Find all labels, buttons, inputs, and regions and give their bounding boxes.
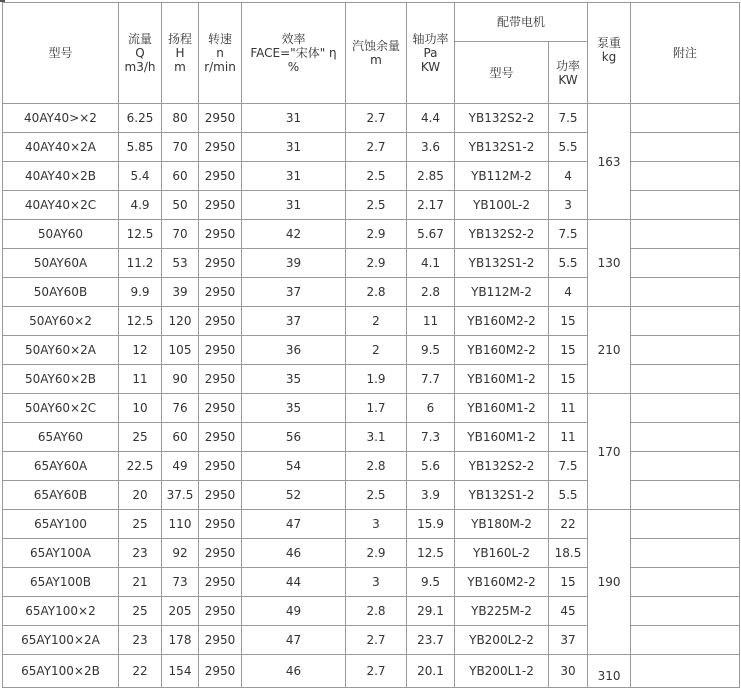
cell-npsh: 2.7 bbox=[346, 655, 407, 688]
cell-speed: 2950 bbox=[199, 249, 242, 278]
cell-shaft-power: 7.7 bbox=[407, 365, 455, 394]
pump-spec-table bbox=[2, 2, 740, 688]
cell-npsh: 2.5 bbox=[346, 191, 407, 220]
cell-note bbox=[631, 133, 740, 162]
cell-model: 65AY100A bbox=[3, 539, 119, 568]
cell-shaft-power: 4.1 bbox=[407, 249, 455, 278]
cell-flow: 25 bbox=[119, 510, 162, 539]
cell-head: 76 bbox=[162, 394, 199, 423]
cell-head: 205 bbox=[162, 597, 199, 626]
header-shaft-power: 轴功率 Pa KW bbox=[407, 3, 455, 104]
cell-note bbox=[631, 626, 740, 655]
cell-model: 40AY40×2A bbox=[3, 133, 119, 162]
cell-head: 60 bbox=[162, 423, 199, 452]
cell-motor-model: YB160L-2 bbox=[455, 539, 549, 568]
cell-weight: 130 bbox=[588, 220, 631, 307]
cell-motor-model: YB132S1-2 bbox=[455, 133, 549, 162]
header-flow: 流量 Q m3/h bbox=[119, 3, 162, 104]
cell-motor-power: 22 bbox=[549, 510, 588, 539]
cell-speed: 2950 bbox=[199, 162, 242, 191]
header-efficiency: 效率 FACE="宋体" η % bbox=[242, 3, 346, 104]
header-motor-group: 配带电机 bbox=[455, 3, 588, 42]
cell-speed: 2950 bbox=[199, 655, 242, 688]
cell-speed: 2950 bbox=[199, 539, 242, 568]
cell-flow: 11 bbox=[119, 365, 162, 394]
header-weight: 泵重 kg bbox=[588, 3, 631, 104]
cell-motor-power: 30 bbox=[549, 655, 588, 688]
cell-model: 65AY60 bbox=[3, 423, 119, 452]
cell-motor-power: 7.5 bbox=[549, 220, 588, 249]
cell-shaft-power: 5.67 bbox=[407, 220, 455, 249]
cell-note bbox=[631, 307, 740, 336]
table-row bbox=[3, 104, 740, 133]
cell-flow: 4.9 bbox=[119, 191, 162, 220]
cell-shaft-power: 9.5 bbox=[407, 568, 455, 597]
cell-note bbox=[631, 423, 740, 452]
cell-npsh: 2.8 bbox=[346, 597, 407, 626]
cell-flow: 25 bbox=[119, 423, 162, 452]
cell-motor-power: 37 bbox=[549, 626, 588, 655]
cell-shaft-power: 4.4 bbox=[407, 104, 455, 133]
cell-motor-model: YB200L1-2 bbox=[455, 655, 549, 688]
header-row-1 bbox=[3, 3, 740, 42]
cell-motor-power: 45 bbox=[549, 597, 588, 626]
cell-head: 90 bbox=[162, 365, 199, 394]
cell-speed: 2950 bbox=[199, 510, 242, 539]
cell-motor-power: 7.5 bbox=[549, 452, 588, 481]
cell-motor-power: 4 bbox=[549, 278, 588, 307]
header-note: 附注 bbox=[631, 3, 740, 104]
cell-model: 65AY100×2A bbox=[3, 626, 119, 655]
cell-head: 70 bbox=[162, 220, 199, 249]
cell-motor-model: YB160M2-2 bbox=[455, 336, 549, 365]
cell-head: 178 bbox=[162, 626, 199, 655]
cell-speed: 2950 bbox=[199, 626, 242, 655]
cell-shaft-power: 5.6 bbox=[407, 452, 455, 481]
cell-npsh: 1.7 bbox=[346, 394, 407, 423]
cell-motor-model: YB132S1-2 bbox=[455, 481, 549, 510]
cell-motor-model: YB160M1-2 bbox=[455, 394, 549, 423]
cell-shaft-power: 6 bbox=[407, 394, 455, 423]
cell-head: 50 bbox=[162, 191, 199, 220]
cell-model: 50AY60×2A bbox=[3, 336, 119, 365]
cell-flow: 5.4 bbox=[119, 162, 162, 191]
cell-npsh: 2.9 bbox=[346, 220, 407, 249]
cell-note bbox=[631, 162, 740, 191]
cell-motor-power: 5.5 bbox=[549, 481, 588, 510]
table-row bbox=[3, 655, 740, 688]
cell-shaft-power: 15.9 bbox=[407, 510, 455, 539]
cell-motor-model: YB160M2-2 bbox=[455, 568, 549, 597]
cell-motor-model: YB132S2-2 bbox=[455, 104, 549, 133]
table-row bbox=[3, 307, 740, 336]
cell-flow: 5.85 bbox=[119, 133, 162, 162]
cell-motor-model: YB180M-2 bbox=[455, 510, 549, 539]
cell-note bbox=[631, 365, 740, 394]
cell-model: 65AY100B bbox=[3, 568, 119, 597]
cell-flow: 20 bbox=[119, 481, 162, 510]
cell-npsh: 2.5 bbox=[346, 481, 407, 510]
cell-flow: 23 bbox=[119, 539, 162, 568]
cell-motor-power: 15 bbox=[549, 365, 588, 394]
cell-speed: 2950 bbox=[199, 423, 242, 452]
cell-motor-power: 3 bbox=[549, 191, 588, 220]
cell-motor-model: YB112M-2 bbox=[455, 278, 549, 307]
cell-shaft-power: 3.6 bbox=[407, 133, 455, 162]
cell-note bbox=[631, 481, 740, 510]
cell-flow: 25 bbox=[119, 597, 162, 626]
cell-motor-model: YB200L2-2 bbox=[455, 626, 549, 655]
cell-efficiency: 36 bbox=[242, 336, 346, 365]
cell-efficiency: 31 bbox=[242, 104, 346, 133]
cell-efficiency: 56 bbox=[242, 423, 346, 452]
cell-flow: 12.5 bbox=[119, 307, 162, 336]
cell-head: 92 bbox=[162, 539, 199, 568]
cell-motor-power: 15 bbox=[549, 307, 588, 336]
cell-shaft-power: 9.5 bbox=[407, 336, 455, 365]
cell-model: 50AY60A bbox=[3, 249, 119, 278]
cell-speed: 2950 bbox=[199, 568, 242, 597]
cell-note bbox=[631, 336, 740, 365]
cell-speed: 2950 bbox=[199, 191, 242, 220]
cell-model: 65AY100 bbox=[3, 510, 119, 539]
cell-model: 50AY60 bbox=[3, 220, 119, 249]
cell-model: 50AY60B bbox=[3, 278, 119, 307]
cell-note bbox=[631, 104, 740, 133]
cell-note bbox=[631, 220, 740, 249]
cell-motor-power: 5.5 bbox=[549, 133, 588, 162]
cell-head: 80 bbox=[162, 104, 199, 133]
cell-shaft-power: 7.3 bbox=[407, 423, 455, 452]
cell-motor-power: 18.5 bbox=[549, 539, 588, 568]
cell-shaft-power: 29.1 bbox=[407, 597, 455, 626]
cell-shaft-power: 23.7 bbox=[407, 626, 455, 655]
cell-shaft-power: 2.85 bbox=[407, 162, 455, 191]
cell-flow: 22.5 bbox=[119, 452, 162, 481]
cell-note bbox=[631, 394, 740, 423]
cell-head: 37.5 bbox=[162, 481, 199, 510]
cell-efficiency: 46 bbox=[242, 539, 346, 568]
cell-efficiency: 49 bbox=[242, 597, 346, 626]
cell-head: 60 bbox=[162, 162, 199, 191]
cell-efficiency: 44 bbox=[242, 568, 346, 597]
cell-speed: 2950 bbox=[199, 365, 242, 394]
cell-npsh: 2.8 bbox=[346, 452, 407, 481]
cell-motor-model: YB100L-2 bbox=[455, 191, 549, 220]
cell-head: 120 bbox=[162, 307, 199, 336]
table-row bbox=[3, 510, 740, 539]
cell-shaft-power: 2.8 bbox=[407, 278, 455, 307]
cell-flow: 21 bbox=[119, 568, 162, 597]
cell-npsh: 2.9 bbox=[346, 539, 407, 568]
cell-efficiency: 54 bbox=[242, 452, 346, 481]
cell-npsh: 2.7 bbox=[346, 104, 407, 133]
cell-npsh: 3.1 bbox=[346, 423, 407, 452]
cell-npsh: 2.9 bbox=[346, 249, 407, 278]
cell-head: 105 bbox=[162, 336, 199, 365]
cell-weight: 190 bbox=[588, 510, 631, 655]
cell-note bbox=[631, 452, 740, 481]
cell-note bbox=[631, 278, 740, 307]
cell-speed: 2950 bbox=[199, 481, 242, 510]
cell-efficiency: 37 bbox=[242, 278, 346, 307]
cell-motor-model: YB160M1-2 bbox=[455, 365, 549, 394]
cell-efficiency: 35 bbox=[242, 394, 346, 423]
cell-efficiency: 37 bbox=[242, 307, 346, 336]
cell-motor-model: YB132S2-2 bbox=[455, 452, 549, 481]
cell-flow: 22 bbox=[119, 655, 162, 688]
cell-motor-power: 7.5 bbox=[549, 104, 588, 133]
cell-shaft-power: 3.9 bbox=[407, 481, 455, 510]
cell-note bbox=[631, 655, 740, 688]
cell-efficiency: 39 bbox=[242, 249, 346, 278]
cell-npsh: 1.9 bbox=[346, 365, 407, 394]
cell-weight: 170 bbox=[588, 394, 631, 510]
cell-head: 73 bbox=[162, 568, 199, 597]
cell-model: 50AY60×2 bbox=[3, 307, 119, 336]
cell-shaft-power: 2.17 bbox=[407, 191, 455, 220]
cell-motor-model: YB132S1-2 bbox=[455, 249, 549, 278]
cell-flow: 11.2 bbox=[119, 249, 162, 278]
cell-motor-model: YB225M-2 bbox=[455, 597, 549, 626]
cell-model: 65AY60B bbox=[3, 481, 119, 510]
cell-motor-power: 11 bbox=[549, 423, 588, 452]
cell-npsh: 3 bbox=[346, 510, 407, 539]
cell-flow: 9.9 bbox=[119, 278, 162, 307]
cell-shaft-power: 12.5 bbox=[407, 539, 455, 568]
cell-npsh: 2.7 bbox=[346, 133, 407, 162]
cell-note bbox=[631, 539, 740, 568]
cell-model: 40AY40>×2 bbox=[3, 104, 119, 133]
cell-efficiency: 47 bbox=[242, 626, 346, 655]
cell-speed: 2950 bbox=[199, 133, 242, 162]
cell-motor-power: 15 bbox=[549, 336, 588, 365]
cell-motor-power: 11 bbox=[549, 394, 588, 423]
cell-weight: 210 bbox=[588, 307, 631, 394]
cell-shaft-power: 11 bbox=[407, 307, 455, 336]
cell-speed: 2950 bbox=[199, 104, 242, 133]
cell-flow: 6.25 bbox=[119, 104, 162, 133]
cell-flow: 23 bbox=[119, 626, 162, 655]
cell-efficiency: 47 bbox=[242, 510, 346, 539]
cell-speed: 2950 bbox=[199, 220, 242, 249]
cell-speed: 2950 bbox=[199, 597, 242, 626]
cell-motor-power: 5.5 bbox=[549, 249, 588, 278]
cell-npsh: 3 bbox=[346, 568, 407, 597]
cell-model: 50AY60×2C bbox=[3, 394, 119, 423]
header-motor-model: 型号 bbox=[455, 42, 549, 104]
cell-npsh: 2.5 bbox=[346, 162, 407, 191]
cell-note bbox=[631, 249, 740, 278]
cell-note bbox=[631, 191, 740, 220]
cell-motor-model: YB112M-2 bbox=[455, 162, 549, 191]
cell-note bbox=[631, 510, 740, 539]
cell-npsh: 2.8 bbox=[346, 278, 407, 307]
header-model: 型号 bbox=[3, 3, 119, 104]
cell-model: 65AY100×2 bbox=[3, 597, 119, 626]
cell-efficiency: 35 bbox=[242, 365, 346, 394]
cell-npsh: 2.7 bbox=[346, 626, 407, 655]
cell-efficiency: 52 bbox=[242, 481, 346, 510]
cell-model: 65AY60A bbox=[3, 452, 119, 481]
cell-model: 40AY40×2B bbox=[3, 162, 119, 191]
cell-speed: 2950 bbox=[199, 307, 242, 336]
cell-note bbox=[631, 597, 740, 626]
cell-efficiency: 42 bbox=[242, 220, 346, 249]
table-row bbox=[3, 394, 740, 423]
cell-shaft-power: 20.1 bbox=[407, 655, 455, 688]
cell-speed: 2950 bbox=[199, 336, 242, 365]
cell-note bbox=[631, 568, 740, 597]
cell-head: 154 bbox=[162, 655, 199, 688]
cell-npsh: 2 bbox=[346, 336, 407, 365]
cell-motor-power: 4 bbox=[549, 162, 588, 191]
cell-head: 53 bbox=[162, 249, 199, 278]
header-speed: 转速 n r/min bbox=[199, 3, 242, 104]
cell-motor-model: YB160M1-2 bbox=[455, 423, 549, 452]
cell-flow: 12 bbox=[119, 336, 162, 365]
cell-head: 110 bbox=[162, 510, 199, 539]
cell-model: 50AY60×2B bbox=[3, 365, 119, 394]
cell-efficiency: 31 bbox=[242, 133, 346, 162]
cell-efficiency: 31 bbox=[242, 191, 346, 220]
cell-head: 49 bbox=[162, 452, 199, 481]
cell-speed: 2950 bbox=[199, 452, 242, 481]
cell-npsh: 2 bbox=[346, 307, 407, 336]
header-npsh: 汽蚀余量 m bbox=[346, 3, 407, 104]
cell-head: 70 bbox=[162, 133, 199, 162]
cell-efficiency: 31 bbox=[242, 162, 346, 191]
header-head: 扬程 H m bbox=[162, 3, 199, 104]
cell-motor-model: YB160M2-2 bbox=[455, 307, 549, 336]
cell-motor-model: YB132S2-2 bbox=[455, 220, 549, 249]
header-motor-power: 功率 KW bbox=[549, 42, 588, 104]
cell-flow: 10 bbox=[119, 394, 162, 423]
cell-speed: 2950 bbox=[199, 394, 242, 423]
cell-model: 40AY40×2C bbox=[3, 191, 119, 220]
cell-weight: 163 bbox=[588, 104, 631, 220]
cell-head: 39 bbox=[162, 278, 199, 307]
table-row bbox=[3, 220, 740, 249]
cell-weight: 310 bbox=[588, 655, 631, 688]
cell-motor-power: 15 bbox=[549, 568, 588, 597]
cell-model: 65AY100×2B bbox=[3, 655, 119, 688]
cell-flow: 12.5 bbox=[119, 220, 162, 249]
cell-speed: 2950 bbox=[199, 278, 242, 307]
cell-efficiency: 46 bbox=[242, 655, 346, 688]
